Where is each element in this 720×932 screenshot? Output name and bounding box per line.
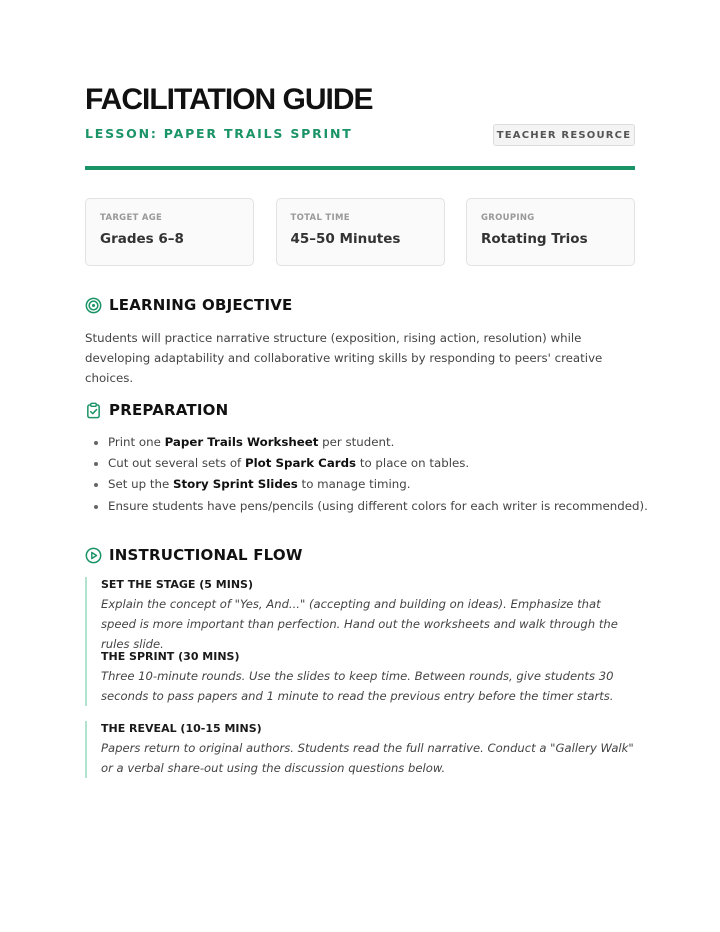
section-title: INSTRUCTIONAL FLOW <box>109 546 303 564</box>
flow-step <box>85 577 637 654</box>
preparation-heading <box>85 401 228 419</box>
card-value: Rotating Trios <box>481 231 588 247</box>
list-item: • Cut out several sets of Plot Spark Cards to place on tables. <box>108 453 668 474</box>
lesson-subtitle: LESSON: PAPER TRAILS SPRINT <box>85 126 353 141</box>
target-icon <box>85 297 102 314</box>
list-item: • Set up the Story Sprint Slides to manage timing. <box>108 474 668 495</box>
list-item: • Print one Paper Trails Worksheet per student. <box>108 432 668 453</box>
clipboard-check-icon <box>85 402 102 419</box>
card-label: GROUPING <box>481 213 535 223</box>
section-title: PREPARATION <box>109 401 229 419</box>
info-card-grouping <box>466 198 635 266</box>
flow-step <box>85 721 637 778</box>
card-value: Grades 6–8 <box>100 231 184 247</box>
info-card-target-age <box>85 198 254 266</box>
flow-step-title: SET THE STAGE (5 MINS) <box>101 578 253 591</box>
flow-step-description: Papers return to original authors. Students read the full narrative. Conduct a "Gallery Walk" or a verbal share-out using the discussion questions below. <box>101 741 634 775</box>
list-item: • Ensure students have pens/pencils (using different colors for each writer is recommended). <box>108 496 668 517</box>
flow-step-title: THE SPRINT (30 MINS) <box>101 650 240 663</box>
objective-text: Students will practice narrative structure (exposition, rising action, resolution) while developing adaptability and collaborative writing skills by responding to peers' creative choices. <box>85 331 603 385</box>
flow-step <box>85 649 637 706</box>
section-title: LEARNING OBJECTIVE <box>109 296 293 314</box>
learning-objective-heading <box>85 296 292 314</box>
info-cards <box>85 198 635 266</box>
flow-step-title: THE REVEAL (10-15 MINS) <box>101 722 262 735</box>
teacher-resource-badge: TEACHER RESOURCE <box>493 124 635 146</box>
instructional-flow-heading <box>85 546 303 564</box>
page-title: FACILITATION GUIDE <box>85 83 373 116</box>
card-label: TARGET AGE <box>100 213 163 223</box>
header-divider <box>85 166 635 170</box>
card-value: 45–50 Minutes <box>290 231 401 247</box>
preparation-list <box>85 432 668 517</box>
flow-step-description: Three 10-minute rounds. Use the slides to keep time. Between rounds, give students 30 seconds to pass papers and 1 minute to read the previous entry before the timer starts. <box>101 669 614 703</box>
play-circle-icon <box>85 547 102 564</box>
info-card-total-time <box>276 198 445 266</box>
flow-step-description: Explain the concept of "Yes, And..." (accepting and building on ideas). Emphasize that speed is more important than perfection. Hand out the worksheets and walk through the rules slide. <box>101 597 618 651</box>
card-label: TOTAL TIME <box>290 213 350 223</box>
